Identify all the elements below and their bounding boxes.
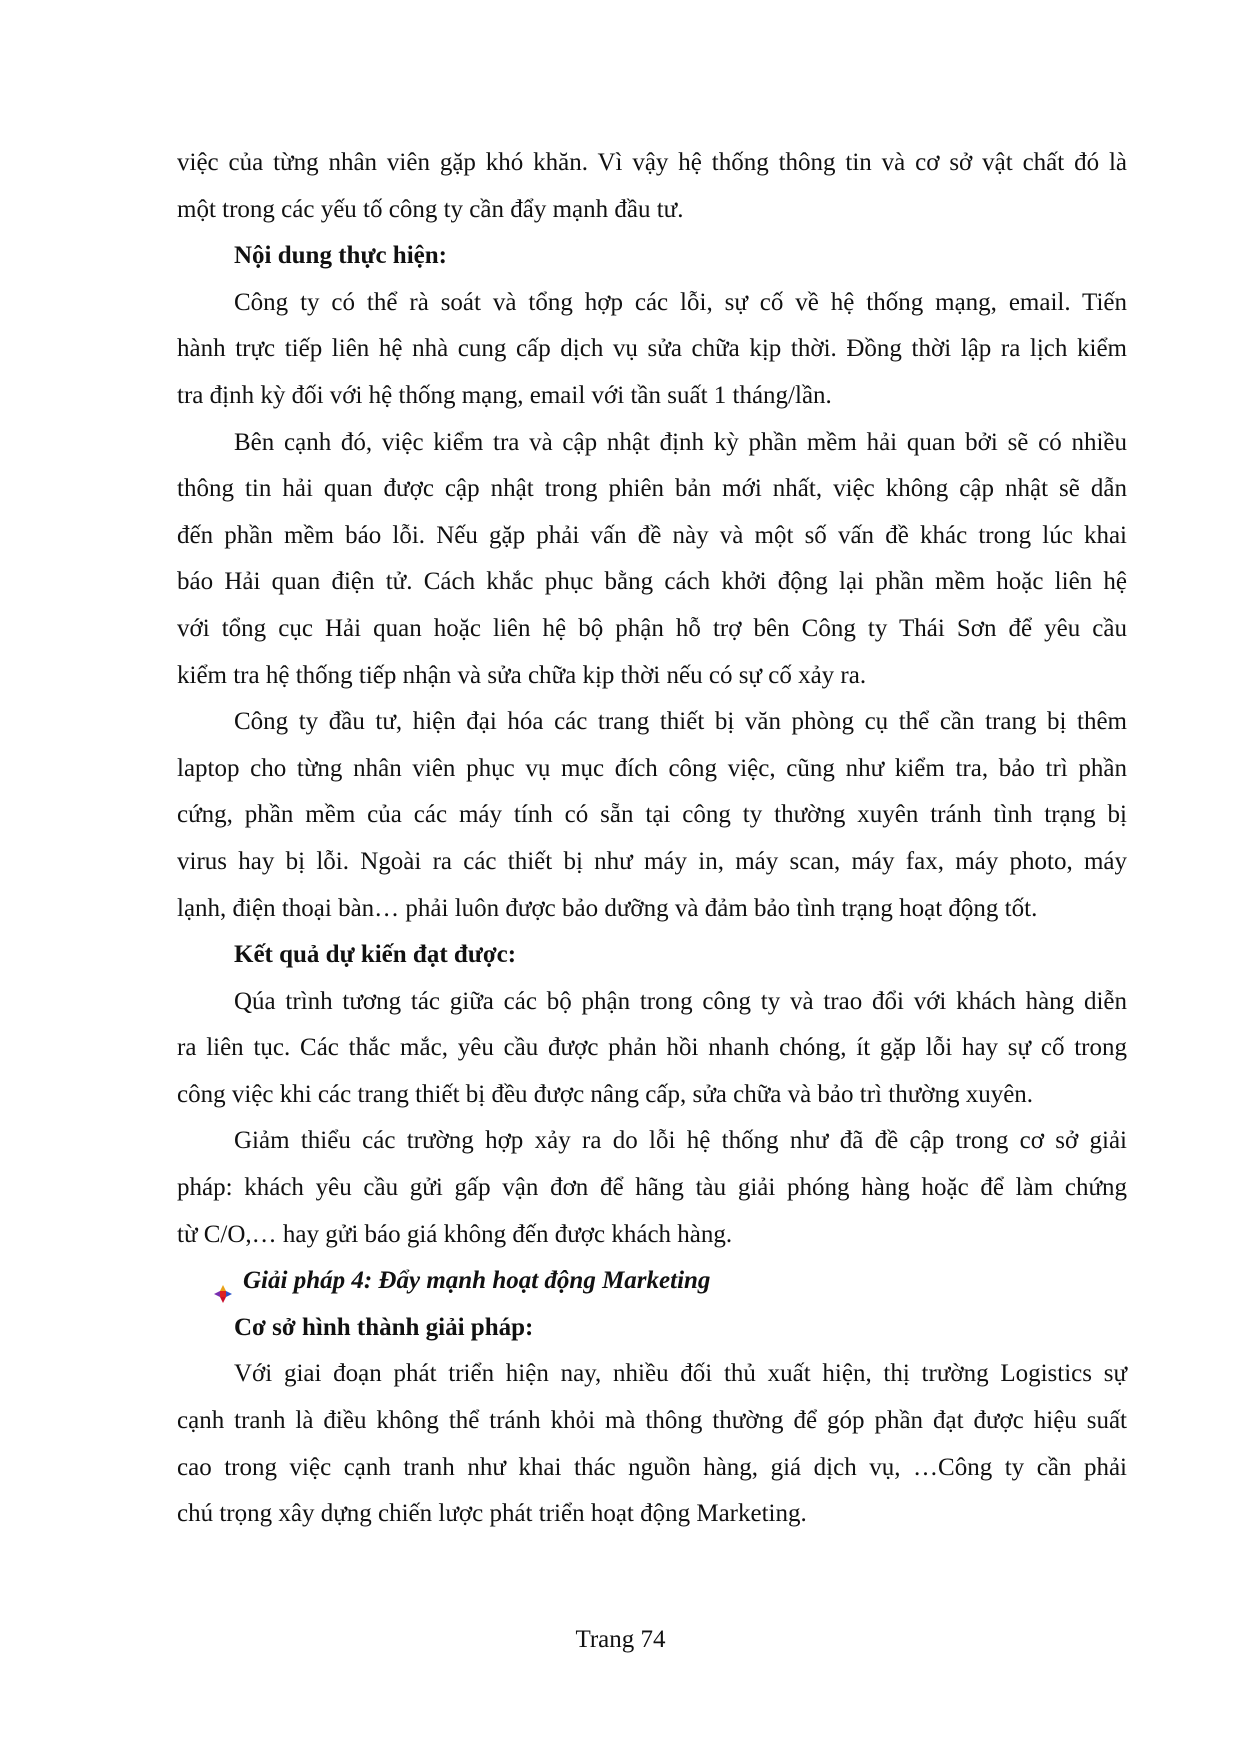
paragraph-line: thông tin hải quan được cập nhật trong phiên bản mới nhất, việc không cập nhật sẽ dẫn bbox=[177, 475, 1127, 503]
four-arrows-bullet-icon bbox=[214, 1273, 232, 1291]
paragraph-line: cao trong việc cạnh tranh như khai thác nguồn hàng, giá dịch vụ, …Công ty cần phải bbox=[177, 1453, 1127, 1481]
page-number: Trang 74 bbox=[575, 1626, 666, 1653]
paragraph-line: pháp: khách yêu cầu gửi gấp vận đơn để hãng tàu giải phóng hàng hoặc để làm chứng bbox=[177, 1174, 1127, 1202]
paragraph-line: lạnh, điện thoại bàn… phải luôn được bảo dưỡng và đảm bảo tình trạng hoạt động tốt. bbox=[177, 894, 1038, 922]
paragraph-line: laptop cho từng nhân viên phục vụ mục đích công việc, cũng như kiểm tra, bảo trì phần bbox=[177, 754, 1127, 782]
paragraph-line: với tổng cục Hải quan hoặc liên hệ bộ phận hỗ trợ bên Công ty Thái Sơn để yêu cầu bbox=[177, 614, 1127, 642]
paragraph-line: hành trực tiếp liên hệ nhà cung cấp dịch vụ sửa chữa kịp thời. Đồng thời lập ra lịch kiểm bbox=[177, 335, 1127, 363]
subheading: Kết quả dự kiến đạt được: bbox=[234, 941, 517, 969]
paragraph-line: kiểm tra hệ thống tiếp nhận và sửa chữa kịp thời nếu có sự cố xảy ra. bbox=[177, 661, 867, 689]
subheading: Cơ sở hình thành giải pháp: bbox=[234, 1313, 534, 1341]
paragraph-line: việc của từng nhân viên gặp khó khăn. Vì vậy hệ thống thông tin và cơ sở vật chất đó là bbox=[177, 149, 1127, 176]
paragraph-line: Giảm thiểu các trường hợp xảy ra do lỗi hệ thống như đã đề cập trong cơ sở giải bbox=[234, 1127, 1127, 1155]
paragraph-line: Qúa trình tương tác giữa các bộ phận trong công ty và trao đổi với khách hàng diễn bbox=[234, 987, 1127, 1015]
paragraph-line: ra liên tục. Các thắc mắc, yêu cầu được phản hồi nhanh chóng, ít gặp lỗi hay sự cố trong bbox=[177, 1034, 1127, 1062]
paragraph-line: cứng, phần mềm của các máy tính có sẵn tại công ty thường xuyên tránh tình trạng bị bbox=[177, 801, 1127, 829]
paragraph-line: từ C/O,… hay gửi báo giá không đến được khách hàng. bbox=[177, 1220, 733, 1248]
paragraph-line: một trong các yếu tố công ty cần đẩy mạnh đầu tư. bbox=[177, 195, 684, 223]
paragraph-line: Công ty đầu tư, hiện đại hóa các trang thiết bị văn phòng cụ thể cần trang bị thêm bbox=[234, 708, 1127, 736]
paragraph-line: công việc khi các trang thiết bị đều được nâng cấp, sửa chữa và bảo trì thường xuyên. bbox=[177, 1080, 1034, 1108]
section-heading-text: Giải pháp 4: Đẩy mạnh hoạt động Marketing bbox=[243, 1267, 711, 1295]
paragraph-line: cạnh tranh là điều không thể tránh khỏi mà thông thường để góp phần đạt được hiệu suất bbox=[177, 1407, 1127, 1435]
paragraph-line: Bên cạnh đó, việc kiểm tra và cập nhật định kỳ phần mềm hải quan bởi sẽ có nhiều bbox=[234, 428, 1127, 456]
subheading: Nội dung thực hiện: bbox=[234, 242, 447, 270]
paragraph-line: chú trọng xây dựng chiến lược phát triển hoạt động Marketing. bbox=[177, 1500, 807, 1528]
paragraph-line: tra định kỳ đối với hệ thống mạng, email với tần suất 1 tháng/lần. bbox=[177, 381, 832, 409]
section-heading bbox=[177, 1258, 1127, 1305]
paragraph-line: Với giai đoạn phát triển hiện nay, nhiều đối thủ xuất hiện, thị trường Logistics sự bbox=[234, 1360, 1127, 1388]
paragraph-line: Công ty có thể rà soát và tổng hợp các lỗi, sự cố về hệ thống mạng, email. Tiến bbox=[234, 288, 1127, 316]
paragraph-line: báo Hải quan điện tử. Cách khắc phục bằng cách khởi động lại phần mềm hoặc liên hệ bbox=[177, 568, 1127, 596]
paragraph-line: virus hay bị lỗi. Ngoài ra các thiết bị như máy in, máy scan, máy fax, máy photo, máy bbox=[177, 847, 1127, 875]
document-body bbox=[177, 140, 1127, 1538]
paragraph-line: đến phần mềm báo lỗi. Nếu gặp phải vấn đề này và một số vấn đề khác trong lúc khai bbox=[177, 521, 1127, 549]
